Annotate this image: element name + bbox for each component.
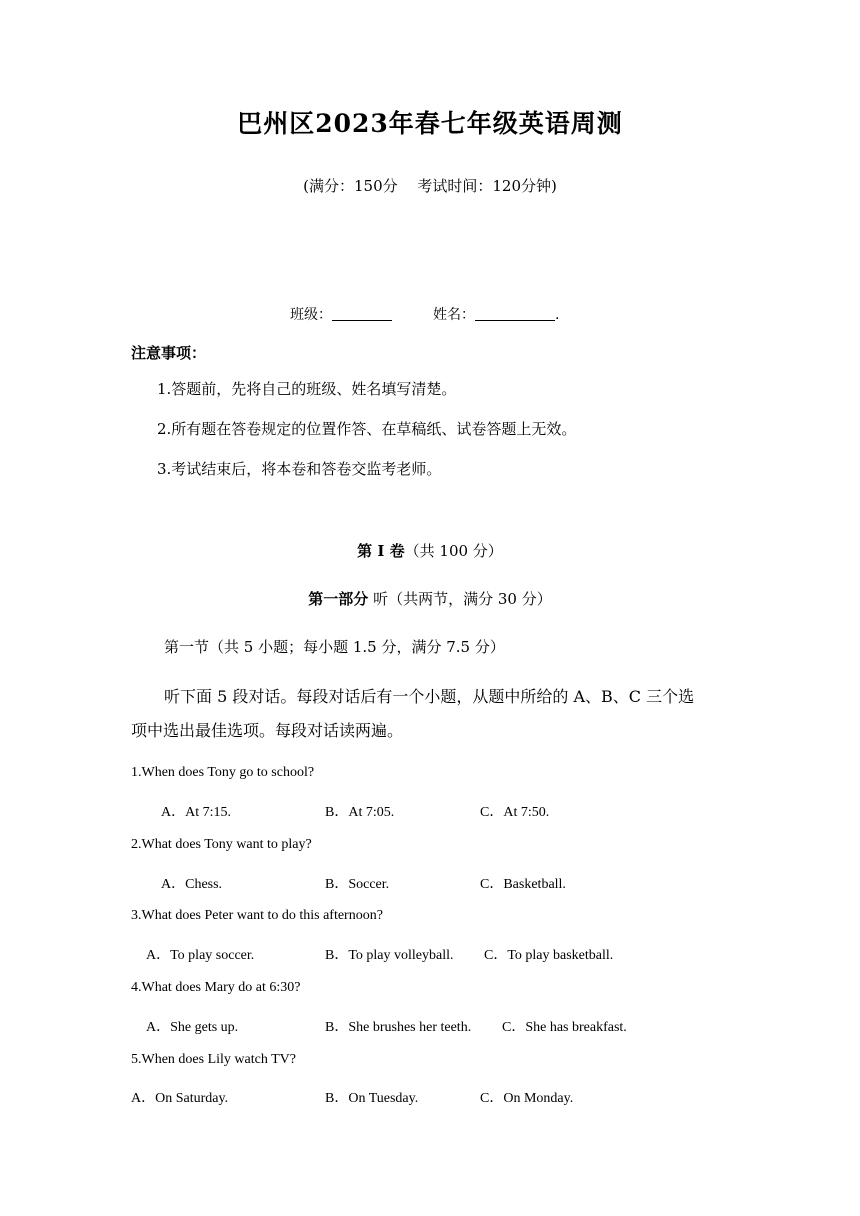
exam-subtitle: (满分：150分 考试时间：120分钟) [303, 177, 557, 195]
class-label: 班级： [290, 307, 332, 323]
volume-heading [0, 540, 860, 561]
q2-option-a: A．Chess. [161, 877, 223, 892]
q5-option-b: B．On Tuesday. [325, 1091, 419, 1106]
class-blank[interactable] [332, 306, 392, 321]
q1-option-b: B．At 7:05. [325, 805, 395, 820]
q3-option-c: C．To play basketball. [484, 948, 614, 963]
question-5: 5.When does Lily watch TV? [131, 1052, 296, 1067]
question-4: 4.What does Mary do at 6:30? [131, 980, 301, 995]
name-field [433, 304, 559, 324]
part-heading [0, 588, 860, 609]
q2-option-b: B．Soccer. [325, 877, 390, 892]
volume-rest: （共 100 分） [404, 542, 503, 560]
note-item: 2.所有题在答卷规定的位置作答、在草稿纸、试卷答题上无效。 [157, 420, 577, 438]
q3-option-a: A．To play soccer. [146, 948, 255, 963]
q4-option-c: C．She has breakfast. [502, 1020, 627, 1035]
section-heading: 第一节（共 5 小题；每小题 1.5 分，满分 7.5 分） [164, 638, 505, 656]
name-label: 姓名： [433, 307, 475, 323]
class-field [290, 304, 392, 324]
instructions-line-1: 听下面 5 段对话。每段对话后有一个小题，从题中所给的 A、B、C 三个选 [164, 687, 695, 706]
part-rest: 听（共两节，满分 30 分） [368, 590, 552, 608]
note-item: 1.答题前，先将自己的班级、姓名填写清楚。 [157, 380, 457, 398]
question-3: 3.What does Peter want to do this afternoon? [131, 908, 383, 923]
question-2: 2.What does Tony want to play? [131, 837, 312, 852]
q2-option-c: C．Basketball. [480, 877, 566, 892]
q1-option-a: A．At 7:15. [161, 805, 231, 820]
q5-option-c: C．On Monday. [480, 1091, 574, 1106]
note-item: 3.考试结束后，将本卷和答卷交监考老师。 [157, 460, 442, 478]
name-blank[interactable] [475, 306, 555, 321]
volume-bold: 第 I 卷 [357, 542, 405, 560]
instructions-line-2: 项中选出最佳选项。每段对话读两遍。 [131, 721, 404, 740]
q5-option-a: A．On Saturday. [131, 1091, 229, 1106]
part-bold: 第一部分 [308, 590, 369, 608]
notes-heading: 注意事项： [131, 344, 207, 362]
name-tail: . [555, 307, 560, 323]
q4-option-b: B．She brushes her teeth. [325, 1020, 472, 1035]
q3-option-b: B．To play volleyball. [325, 948, 454, 963]
q4-option-a: A．She gets up. [146, 1020, 239, 1035]
question-1: 1.When does Tony go to school? [131, 765, 315, 780]
exam-title: 巴州区2023年春七年级英语周测 [237, 109, 623, 138]
q1-option-c: C．At 7:50. [480, 805, 550, 820]
